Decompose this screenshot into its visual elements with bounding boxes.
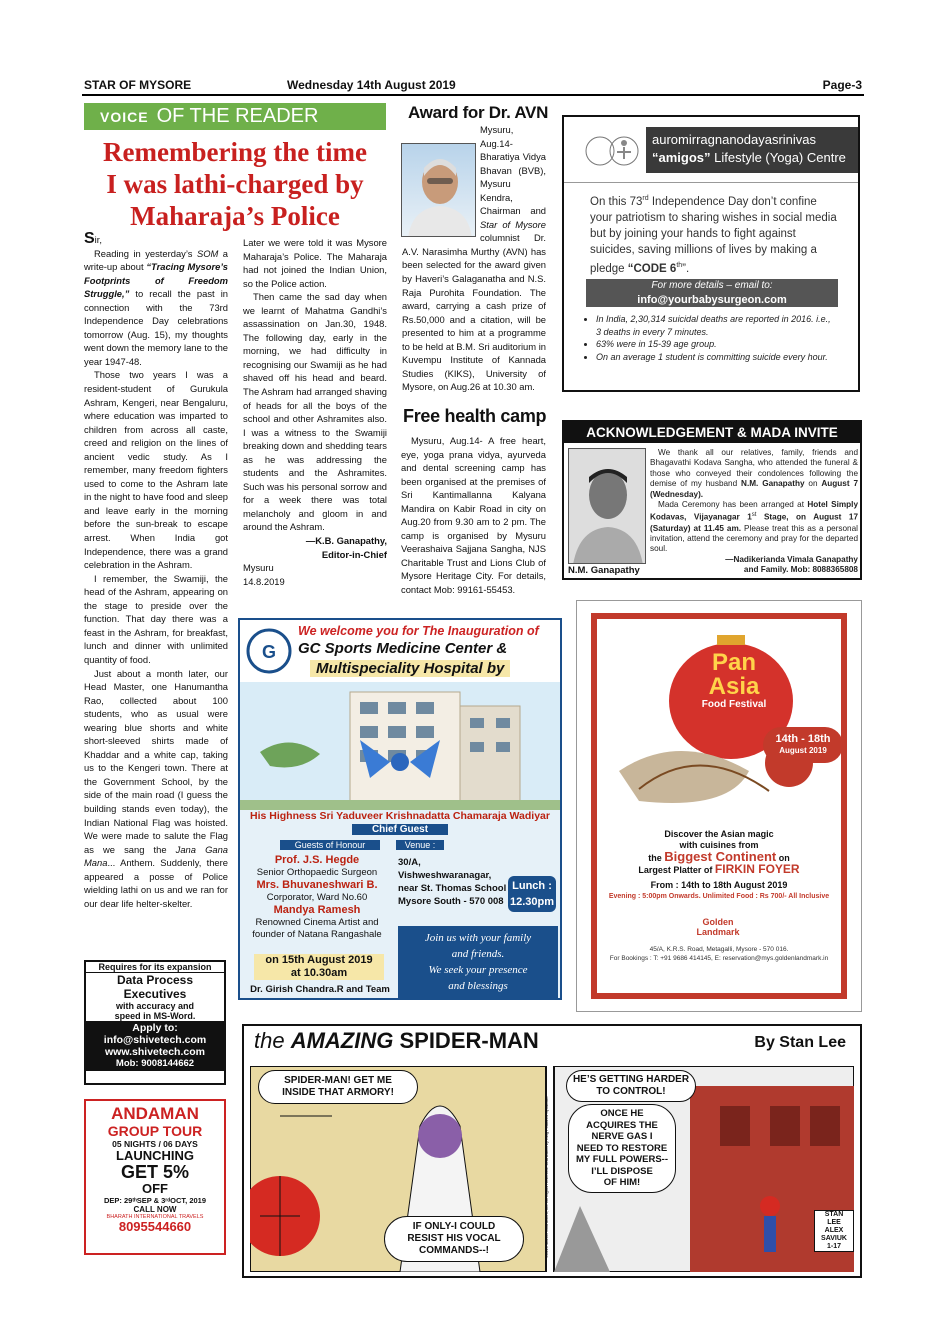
letter-paragraph: Those two years I was a resident-student of Gurukula Ashram, Kengeri, near Bengaluru, where education was imparted to children from across all caste, creed and religion on the lines of ancient vedic study. As I remember, many freedom fighters used to come to the Ashram late in the night to have food and sleep and leave early in the morning before the sun-break to escape arrest. When India got Independence, there was a grand celebration in the Ashram.	[84, 369, 228, 571]
camp-headline: Free health camp	[403, 406, 547, 426]
andaman-tour-ad: ANDAMAN GROUP TOUR 05 NIGHTS / 06 DAYS LAUNCHING GET 5% OFF DEP: 29ᵗʰSEP & 3ʳᵈOCT, 2019 CALL NOW BHARATH INTERNATIONAL TRAVELS 8095544660	[84, 1099, 226, 1255]
gc-name-line1: GC Sports Medicine Center &	[298, 640, 508, 657]
gc-invite: Join us with your family and friends. We seek your presence and blessings	[398, 926, 558, 998]
ack-from: —Nadikerianda Vimala Ganapathy	[725, 554, 858, 564]
gc-welcome: We welcome you for The Inauguration of	[298, 624, 539, 638]
speech-bubble-3: HE’S GETTING HARDER TO CONTROL!	[566, 1070, 696, 1102]
pan-dates: 14th - 18th August 2019	[763, 727, 843, 763]
fact-item: • On an average 1 student is committing suicide every hour.	[596, 351, 836, 364]
speech-bubble-4: ONCE HE ACQUIRES THE NERVE GAS I NEED TO RESTORE MY FULL POWERS-- I’LL DISPOSE OF HIM!	[568, 1104, 676, 1193]
salutation: Sir,	[84, 232, 102, 247]
ack-text: We thank all our relatives, family, friends and Bhagavathi Kodava Sangha, who attended the funeral & those who conveyed their condolences following the demise of my husband N.M. Ganapathy on August 7 (Wednesday). Mada Ceremony has been arranged at Hotel Simply Kodavas, Vijayanagar 1st Stage, on August 17 (Saturday) at 11.45 am. Please treat this as a personal invitation, attend the ceremony and pray for the departed soul. —Nadikerianda Vimala Ganapathy and Family. Mob: 8088365808	[650, 448, 859, 575]
signature-name: —K.B. Ganapathy,	[305, 535, 387, 547]
camp-body	[401, 434, 546, 612]
letter-column-2	[243, 236, 387, 614]
gc-chief-label: Chief Guest	[352, 824, 448, 835]
avn-headline: Award for Dr. AVN	[408, 103, 549, 122]
gc-venue-label: Venue :	[396, 840, 444, 850]
speech-bubble-2: IF ONLY-I COULD RESIST HIS VOCAL COMMANDS--!	[384, 1216, 524, 1262]
yoga-email[interactable]: info@yourbabysurgeon.com	[637, 294, 787, 306]
spiderman-comic	[242, 1024, 862, 1278]
pan-text: Discover the Asian magic with cuisines from the Biggest Continent on Largest Platter of FIRKIN FOYER From : 14th to 18th August 2019 Evening : 5:00pm Onwards. Unlimited Food : Rs 700/- All Inclusive	[608, 829, 830, 900]
pan-asia-title: Pan Asia Food Festival	[701, 649, 767, 710]
yoga-brand-block: auromirragnanodayasrinivas “amigos” Lifestyle (Yoga) Centre	[646, 127, 858, 173]
gc-chief-guest: His Highness Sri Yaduveer Krishnadatta Chamaraja Wadiyar	[250, 810, 550, 822]
hospital-building-image	[240, 682, 560, 810]
issue-date: Wednesday 14th August 2019	[287, 78, 456, 92]
svg-text:G: G	[261, 642, 277, 662]
letter-place: Mysuru	[243, 562, 274, 574]
comic-copyright: ©2019 Marvel Characters, Inc. All Rights Reserved. Distributed by King Features Syndicate	[544, 1096, 549, 1258]
gc-guests-label: Guests of Honour	[280, 840, 380, 850]
yoga-facts-list	[596, 313, 836, 363]
yoga-ad	[562, 115, 860, 392]
section-title: OF THE READER	[156, 105, 319, 127]
gc-hospital-ad	[238, 618, 562, 1000]
gc-host: Dr. Girish Chandra.R and Team	[250, 984, 390, 995]
comic-byline: By Stan Lee	[754, 1034, 846, 1051]
gc-venue: 30/A, Vishweshwaranagar, near St. Thomas School Mysore South - 570 008	[398, 857, 507, 907]
gc-logo-icon	[246, 628, 292, 674]
fact-item: • 63% were in 15-39 age group.	[596, 338, 836, 351]
camp-paragraph: Mysuru, Aug.14- A free heart, eye, yoga prana vidya, ayurveda and dental screening camp has been organised at the premises of Sri Kantimallanna Kalyana Mandira on Kabir Road in city on Aug.20 from 9.30 am to 2 pm. The camp is organised by Mysuru Veerashaiva Sajjana Sangha, NJS Charitable Trust and Lions Club of Mysore Heritage City. For details, contact Mob: 99161-55453.	[401, 435, 546, 596]
pan-logo: Golden Landmark	[696, 917, 740, 937]
letter-paragraph: I remember, the Swamiji, the head of the Ashram, appearing on the stage to preside over the function. That day there was a feast in the Ashram, for breakfast, lunch and dinner with unlimited quantity of food.	[84, 572, 228, 665]
yoga-contact-bar: For more details – email to: info@yourbabysurgeon.com	[586, 279, 838, 307]
masthead	[82, 76, 864, 96]
letter-headline	[84, 136, 386, 232]
ack-photo	[568, 448, 646, 564]
yoga-brand: auromirragnanodayasrinivas	[652, 132, 817, 147]
comic-title: the AMAZING SPIDER-MAN	[254, 1028, 539, 1053]
comic-credit: STAN LEE ALEX SAVIUK 1-17	[814, 1210, 854, 1252]
yoga-message: On this 73rd Independence Day don’t confine your patriotism to sharing wishes in social media but by joining your hands to fight against suicides, saving millions of lives by making a pledge “CODE 6th”.	[590, 195, 837, 275]
gc-guests: Prof. J.S. Hegde Senior Orthopaedic Surgeon Mrs. Bhuvaneshwari B. Corporator, Ward No.60 Mandya Ramesh Renowned Cinema Artist and founder of Natana Rangashale	[252, 854, 382, 940]
letter-date: 14.8.2019	[243, 575, 285, 587]
gc-name-line2: Multispeciality Hospital by	[310, 660, 510, 677]
letter-paragraph: Just about a month later, our Head Master, one Hanumantha Rao, collected about 100 students, who as usual were wearing blue shorts and white short-sleeved shirts made of Khaddar and a white cap, taking us to the Kengeri town. There at the Government School, by the side of the main road (I guess the building stands even today), the Indian National Flag was hoisted. We were made to salute the Flag as we sang the Jana Gana Mana... Anthem. Suddenly, there appeared a posse of Police wielding lathi on us and we ran for our dear life helter-skelter.	[84, 667, 228, 909]
letter-column-1	[84, 232, 228, 954]
headline-line: Remembering the time	[103, 137, 367, 167]
gc-date: on 15th August 2019 at 10.30am	[254, 954, 384, 980]
letter-paragraph: Later we were told it was Mysore Maharaja’s Police. The Maharaja had not joined the Indian Union, so the Police action.	[243, 237, 387, 289]
paper-name: STAR OF MYSORE	[84, 78, 192, 92]
ack-header: ACKNOWLEDGEMENT & MADA INVITE	[564, 422, 860, 443]
signature-title: Editor-in-Chief	[321, 548, 387, 560]
avn-body: Mysuru, Aug.14- Bharatiya Vidya Bhavan (BVB), Mysuru Kendra, Chairman and Star of Mysore columnist Dr. A.V. Narasimha Murthy (AVN) has been selected for the award given by Haveri’s Galaganatha and N.S. Raja Purohita Foundation. The award, carrying a cash prize of Rs.50,000 and a citation, will be presented to him at a programme to be held at B.M. Sri auditorium in Kuvempu Institute of Kannada Studies (KIKS), University of Mysore, on Aug.26 at 10.30 am.	[402, 124, 546, 393]
shivetech-ad: Requires for its expansion Data Process Executives with accuracy and speed in MS-Word. Apply to: info@shivetech.com www.shivetech.com Mob: 9008144662	[84, 960, 226, 1085]
pan-asia-ad	[576, 600, 862, 1012]
ack-photo-caption: N.M. Ganapathy	[568, 565, 640, 576]
section-banner	[84, 103, 386, 130]
portrait-image	[569, 449, 646, 564]
pan-address: 45/A, K.R.S. Road, Metagalli, Mysore - 570 016. For Bookings : T: +91 9686 414145, E: reservation@mys.goldenlandmark.in	[609, 946, 829, 962]
gc-lunch-badge: Lunch : 12.30pm	[508, 876, 556, 912]
ack-from-contact: and Family. Mob: 8088365808	[743, 565, 858, 575]
yoga-logo-icon	[582, 125, 642, 177]
headline-line: Maharaja’s Police	[130, 201, 340, 231]
letter-paragraph: Reading in yesterday’s SOM a write-up about “Tracing Mysore’s Footprints of Freedom Struggle,” to recall the past in connection with the 73rd Independence Day celebrations tomorrow (Aug. 15), my thoughts went down the memory lane to the year 1947-48.	[84, 247, 228, 367]
section-tag: VOICE	[100, 109, 149, 125]
letter-paragraph: Then came the sad day when we learnt of Mahatma Gandhi’s assassination on Jan.30, 1948. The following day, early in the morning, we had difficulty in recognising our Swamiji as he had shaved off his head and beard. The Ashram had arranged shaving of heads for all the boys of the school and other Ashramites also. I was a witness to the Swamiji breaking down and shedding tears as he was addressing the students and the Ashramites. Such was his personal sorrow and for a week there was total melancholy and gloom in and around the Ashram.	[243, 291, 387, 533]
page-number: Page-3	[822, 78, 862, 92]
speech-bubble-1: SPIDER-MAN! GET ME INSIDE THAT ARMORY!	[258, 1070, 418, 1104]
acknowledgement-box	[562, 420, 862, 580]
fact-item: • In India, 2,30,314 suicidal deaths are reported in 2016. i.e., 3 deaths in every 7 minutes.	[596, 313, 836, 338]
headline-line: I was lathi-charged by	[106, 169, 364, 199]
